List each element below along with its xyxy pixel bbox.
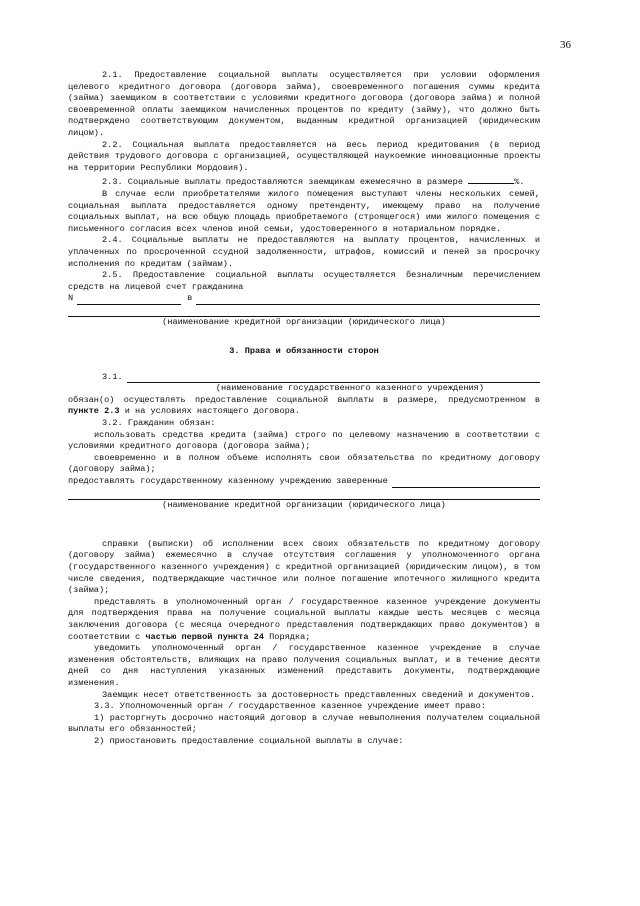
clause-3-2-provide-line — [68, 476, 540, 488]
caption-gov-institution: (наименование государственного казенного учреждения) — [215, 383, 484, 394]
clause-2-2: 2.2. Социальная выплата предоставляется на весь период кредитования (в период действия трудового договора с организацией, осуществляющей наукоемкие инновационные проекты на территории Республики Мордовия). — [68, 139, 540, 173]
account-number-blank — [77, 295, 181, 305]
clause-3-3: 3.3. Уполномоченный орган / государственное казенное учреждение имеет право: — [94, 701, 486, 712]
document-body — [68, 70, 540, 747]
clause-3-2-fulfil: своевременно и в полном объеме исполнять свои обязательства по кредитному договору (договору займа); — [68, 452, 540, 475]
clause-3-2-submit-docs — [68, 597, 540, 643]
clause-3-1-text-a: обязан(о) осуществлять предоставление социальной выплаты в размере, предусмотренном в — [68, 394, 540, 405]
clause-2-3-reference: пункте 2.3 — [68, 406, 120, 417]
submit-docs-text-b: Порядка; — [263, 631, 311, 642]
clause-2-1: 2.1. Предоставление социальной выплаты осуществляется при условии оформления целевого кредитного договора (договора займа), своевременного погашения суммы кредита (займа) заемщиком в соответствии с условиями кредитного договора (договора займа) и полной своевременной оплаты заемщиком начисленных процентов по кредиту (займу), что должно быть подтверждено соответствующим документом, выданным кредитной организацией (юридическим лицом). — [68, 70, 540, 138]
clause-3-1-label: 3.1. — [102, 371, 123, 382]
bank-in-label: в — [187, 293, 193, 304]
caption-credit-org-2: (наименование кредитной организации (юридического лица) — [162, 500, 446, 511]
percent-blank — [468, 174, 514, 184]
clause-3-2-notify: уведомить уполномоченный орган / государственное казенное учреждение в случае изменения обстоятельств, влияющих на право получения социальных выплат, и в течение десяти дней со дня наступления указанных изменений представить документы, подтверждающие изменения. — [68, 643, 540, 688]
clause-3-2: 3.2. Гражданин обязан: — [102, 418, 216, 429]
bank-name-blank — [196, 295, 540, 305]
clause-3-1-text-b: и на условиях настоящего договора. — [119, 406, 301, 417]
submit-docs-text-a: представлять в уполномоченный орган / государственное казенное учреждение документы для подтверждения права на получение социальной выплаты каждые шесть месяцев с месяца заключения договора (с месяца очередного представления подтверждающих право документов) в соответствии с — [68, 596, 540, 642]
part-one-point-24-reference: частью первой пункта 24 — [145, 631, 264, 642]
bank-name-line — [68, 305, 540, 318]
account-number-label: N — [68, 293, 74, 304]
provide-blank — [392, 478, 540, 488]
clause-2-3-suffix: %. — [514, 177, 525, 188]
clause-3-1-line — [68, 372, 540, 384]
clause-3-2-provide: предоставлять государственному казенному учреждению заверенные — [68, 476, 388, 486]
clause-2-5: 2.5. Предоставление социальной выплаты осуществляется безналичным перечислением средств на лицевой счет гражданина — [68, 270, 540, 292]
clause-2-3-text: 2.3. Социальные выплаты предоставляются заемщикам ежемесячно в размере — [102, 177, 463, 188]
institution-name-blank — [127, 373, 540, 383]
clause-3-3-1: 1) расторгнуть досрочно настоящий договор в случае невыполнения получателем социальной выплаты его обязанностей; — [68, 712, 540, 735]
account-line — [68, 293, 540, 305]
clause-2-3 — [68, 174, 540, 189]
caption-credit-org: (наименование кредитной организации (юридического лица) — [162, 317, 446, 328]
clause-3-2-use-funds: использовать средства кредита (займа) строго по целевому назначению в соответствии с условиями кредитного договора (договора займа); — [68, 429, 540, 452]
section-3-heading: 3. Права и обязанности сторон — [229, 346, 379, 357]
clause-3-2-responsibility: Заемщик несет ответственность за достоверность представленных сведений и документов. — [102, 689, 536, 700]
clause-3-2-statements: справки (выписки) об исполнении всех своих обязательств по кредитному договору (договору займа) ежемесячно в случае отсутствия соглашения у уполномоченного органа (государственного казенного учреждения) с кредитной организацией (юридическим лицом), в том числе сведения, подтверждающие частичное или полное погашение ипотечного жилищного кредита (займа); — [68, 538, 540, 596]
clause-3-1-text — [68, 395, 540, 418]
clause-3-3-2: 2) приостановить предоставление социальной выплаты в случае: — [94, 735, 404, 746]
clause-2-4: 2.4. Социальные выплаты не предоставляются на выплату процентов, начисленных и уплаченных по просроченной ссудной задолженности, штрафов, комиссий и пеней за просрочку исполнения по кредитам (займам). — [68, 235, 540, 269]
credit-org-line — [68, 488, 540, 501]
clause-2-3-families: В случае если приобретателями жилого помещения выступают члены нескольких семей, социальная выплата предоставляется одному претенденту, имеющему право на получение социальных выплат, на всю общую площадь приобретаемого (строящегося) ими жилого помещения с письменного согласия всех членов иной семьи, удостоверенного в нотариальном порядке. — [68, 188, 540, 234]
page-number: 36 — [560, 39, 571, 51]
